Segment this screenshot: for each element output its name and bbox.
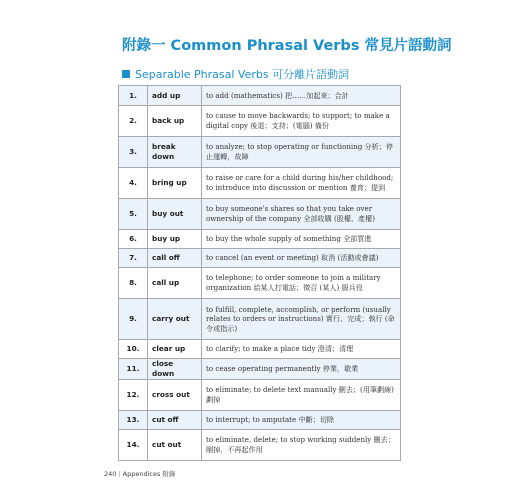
phrasal-verb: call up xyxy=(148,268,202,299)
definition: to buy the whole supply of something 全部買進 xyxy=(202,230,401,249)
table-row xyxy=(119,268,401,299)
definition: to add (mathematics) 把……加起來；合計 xyxy=(202,86,401,106)
table-row xyxy=(119,379,401,410)
definition: to eliminate; to delete text manually 刪去；(用筆劃線) 劃掉 xyxy=(202,379,401,410)
phrasal-verb: call off xyxy=(148,249,202,268)
phrasal-verb: cut out xyxy=(148,429,202,460)
table-row xyxy=(119,230,401,249)
definition: to cancel (an event or meeting) 取消 (活動或會議) xyxy=(202,249,401,268)
section-heading xyxy=(122,66,349,82)
phrasal-verb: clear up xyxy=(148,340,202,359)
row-number: 13. xyxy=(119,410,148,429)
row-number: 14. xyxy=(119,429,148,460)
footer-label: Appendices 附錄 xyxy=(122,470,176,478)
phrasal-verb: cut off xyxy=(148,410,202,429)
definition: to telephone; to order someone to join a military organization 給某人打電話；徵召 (某人) 服兵役 xyxy=(202,268,401,299)
definition: to buy someone's shares so that you take over ownership of the company 全部收購 (股權、產權) xyxy=(202,199,401,230)
table-row xyxy=(119,410,401,429)
phrasal-verb: cross out xyxy=(148,379,202,410)
row-number: 3. xyxy=(119,137,148,168)
square-bullet-icon xyxy=(122,70,130,78)
definition: to cease operating permanently 停業，歇業 xyxy=(202,359,401,380)
table-row xyxy=(119,429,401,460)
phrasal-verbs-table xyxy=(118,85,401,461)
phrasal-verb: back up xyxy=(148,106,202,137)
definition: to analyze; to stop operating or functioning 分析；停止運轉，故障 xyxy=(202,137,401,168)
definition: to cause to move backwards; to support; to make a digital copy 後退；支持；(電腦) 備份 xyxy=(202,106,401,137)
table-row xyxy=(119,299,401,340)
table-row xyxy=(119,137,401,168)
phrasal-verb: bring up xyxy=(148,168,202,199)
definition: to fulfill, complete, accomplish, or perform (usually relates to orders or instructions) 實行、完成；執行 (命令或指示) xyxy=(202,299,401,340)
row-number: 11. xyxy=(119,359,148,380)
page-title: 附錄一 Common Phrasal Verbs 常見片語動詞 xyxy=(122,38,452,54)
definition: to eliminate, delete; to stop working suddenly 刪去；剛掉，不再起作用 xyxy=(202,429,401,460)
definition: to raise or care for a child during his/her childhood; to introduce into discussion or mention 養育；提到 xyxy=(202,168,401,199)
page-number: 240 xyxy=(104,470,117,478)
phrasal-verb: break down xyxy=(148,137,202,168)
footer-separator: | xyxy=(118,470,121,478)
definition: to interrupt; to amputate 中斷；切除 xyxy=(202,410,401,429)
row-number: 1. xyxy=(119,86,148,106)
row-number: 4. xyxy=(119,168,148,199)
table-body xyxy=(119,86,401,461)
phrasal-verb: buy out xyxy=(148,199,202,230)
section-heading-text: Separable Phrasal Verbs 可分離片語動詞 xyxy=(135,68,350,81)
row-number: 2. xyxy=(119,106,148,137)
table-row xyxy=(119,168,401,199)
table-row xyxy=(119,340,401,359)
table-row xyxy=(119,199,401,230)
page-footer xyxy=(104,469,175,478)
phrasal-verb: close down xyxy=(148,359,202,380)
definition: to clarify; to make a place tidy 澄清；清理 xyxy=(202,340,401,359)
row-number: 12. xyxy=(119,379,148,410)
row-number: 10. xyxy=(119,340,148,359)
row-number: 5. xyxy=(119,199,148,230)
phrasal-verb: add up xyxy=(148,86,202,106)
row-number: 7. xyxy=(119,249,148,268)
row-number: 8. xyxy=(119,268,148,299)
row-number: 9. xyxy=(119,299,148,340)
table-row xyxy=(119,359,401,380)
table-row xyxy=(119,249,401,268)
table-row xyxy=(119,106,401,137)
phrasal-verb: carry out xyxy=(148,299,202,340)
phrasal-verb: buy up xyxy=(148,230,202,249)
row-number: 6. xyxy=(119,230,148,249)
table-row xyxy=(119,86,401,106)
